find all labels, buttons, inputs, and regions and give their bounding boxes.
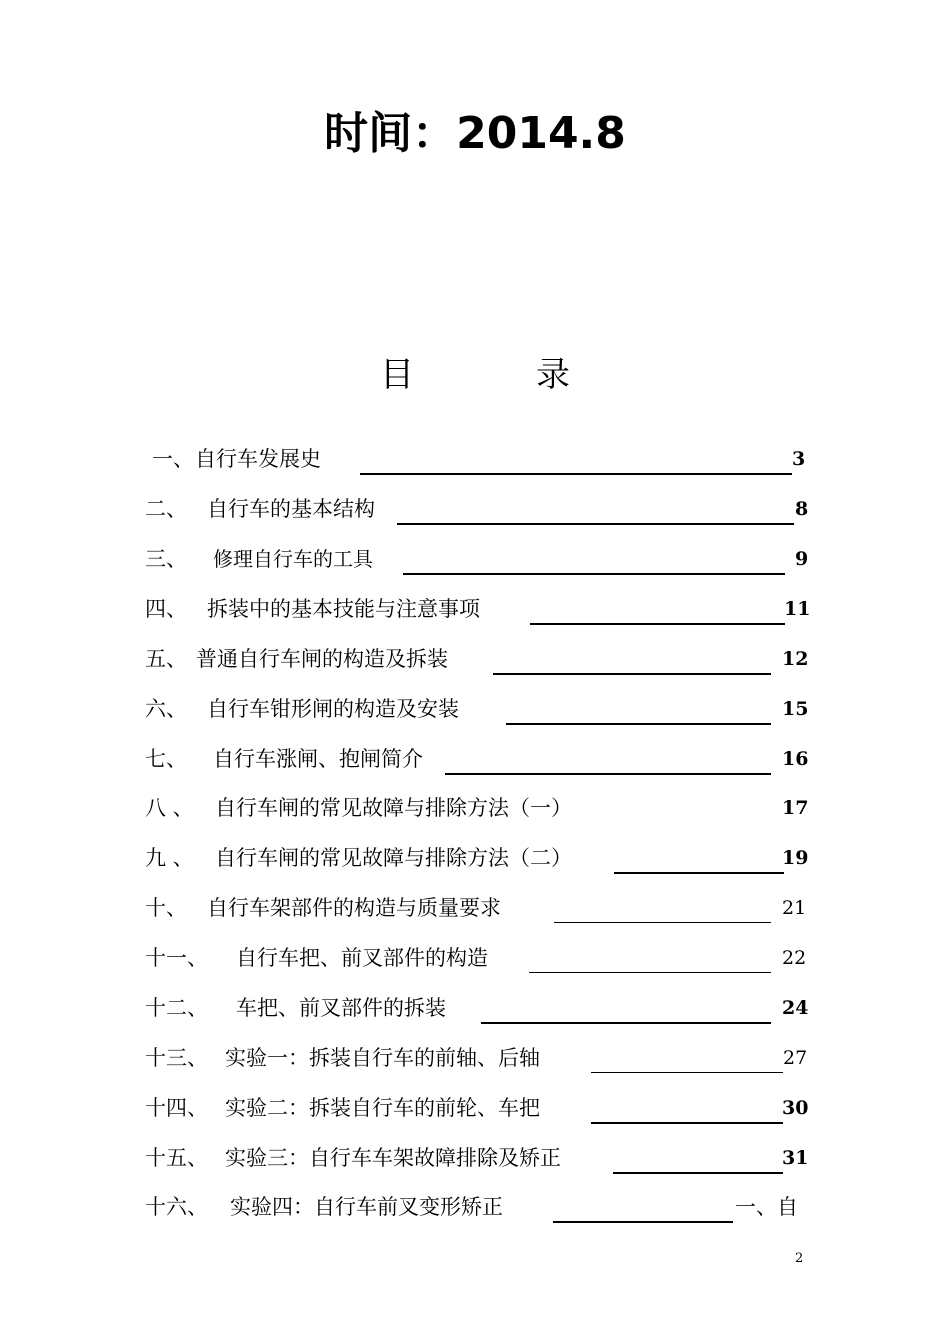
toc-entry[interactable] [0, 743, 950, 783]
toc-entry-number: 一、 [152, 447, 194, 471]
toc-leader-line [506, 723, 771, 725]
toc-leader-line [397, 523, 794, 525]
toc-entry-title: 自行车把、前叉部件的构造 [236, 946, 488, 970]
toc-entry-page: 12 [782, 648, 809, 670]
toc-entry-page: 16 [782, 748, 809, 770]
toc-entry-page: 19 [782, 847, 809, 869]
toc-entry-title: 实验四：自行车前叉变形矫正 [230, 1195, 503, 1219]
toc-entry[interactable] [0, 1191, 950, 1231]
toc-entry-number: 二、 [145, 497, 187, 521]
toc-entry-title: 实验二：拆装自行车的前轮、车把 [225, 1096, 540, 1120]
toc-entry-number: 八 、 [145, 796, 194, 820]
toc-entry-page: 8 [795, 498, 809, 520]
toc-entry-page: 30 [782, 1097, 809, 1119]
toc-entry-title: 自行车钳形闸的构造及安装 [207, 697, 459, 721]
toc-leader-line [530, 623, 785, 625]
toc-leader-line [554, 922, 771, 923]
toc-leader-line [553, 1221, 733, 1223]
toc-entry-number: 三、 [145, 547, 187, 571]
toc-entry-number: 九 、 [145, 846, 194, 870]
toc-entry-title: 车把、前叉部件的拆装 [236, 996, 446, 1020]
toc-entry[interactable] [0, 992, 950, 1032]
toc-entry-number: 五、 [145, 647, 187, 671]
toc-entry[interactable] [0, 1142, 950, 1182]
toc-entry-page: 3 [792, 448, 806, 470]
toc-entry-title: 拆装中的基本技能与注意事项 [207, 597, 480, 621]
toc-entry-number: 十一、 [145, 946, 208, 970]
toc-entry[interactable] [0, 842, 950, 882]
document-time-heading: 时间：2014.8 [324, 108, 626, 159]
toc-entry-title: 自行车的基本结构 [207, 497, 375, 521]
toc-entry-title: 自行车闸的常见故障与排除方法（二） [215, 846, 572, 870]
toc-entry[interactable] [0, 693, 950, 733]
toc-leader-line [493, 673, 771, 675]
toc-leader-line [403, 573, 785, 575]
toc-entry-number: 十三、 [145, 1046, 208, 1070]
toc-entry-number: 六、 [145, 697, 187, 721]
toc-entry[interactable] [0, 543, 950, 583]
toc-entry-number: 十六、 [145, 1195, 208, 1219]
toc-entry-title: 自行车架部件的构造与质量要求 [207, 896, 501, 920]
toc-entry-title: 实验三：自行车车架故障排除及矫正 [225, 1146, 561, 1170]
toc-entry-title: 自行车涨闸、抱闸简介 [213, 747, 423, 771]
toc-entry-number: 四、 [145, 597, 187, 621]
toc-entry[interactable] [0, 593, 950, 633]
toc-entry-page: 11 [784, 598, 811, 620]
toc-entry-number: 十五、 [145, 1146, 208, 1170]
toc-entry[interactable] [0, 892, 950, 932]
toc-entry-page: 21 [782, 897, 807, 919]
toc-leader-line [591, 1072, 783, 1073]
toc-entry[interactable] [0, 443, 950, 483]
toc-entry-title: 自行车闸的常见故障与排除方法（一） [215, 796, 572, 820]
toc-entry-number: 十四、 [145, 1096, 208, 1120]
toc-entry[interactable] [0, 493, 950, 533]
toc-entry-title: 普通自行车闸的构造及拆装 [196, 647, 448, 671]
toc-entry[interactable] [0, 942, 950, 982]
toc-entry-number: 十、 [145, 896, 187, 920]
toc-entry-page: 22 [782, 947, 807, 969]
toc-leader-line [529, 972, 771, 973]
toc-entry-title: 自行车发展史 [195, 447, 321, 471]
toc-entry[interactable] [0, 792, 950, 832]
page-number: 2 [795, 1251, 804, 1266]
toc-entry-page: 31 [782, 1147, 809, 1169]
toc-entry-page: 27 [783, 1047, 808, 1069]
toc-entry-number: 七、 [145, 747, 187, 771]
toc-entry[interactable] [0, 1042, 950, 1082]
toc-entry-page: 一、自 [735, 1195, 798, 1219]
toc-entry-page: 9 [795, 548, 809, 570]
toc-entry-page: 24 [782, 997, 809, 1019]
toc-leader-line [360, 473, 792, 475]
toc-leader-line [481, 1022, 771, 1024]
toc-entry-page: 15 [782, 698, 809, 720]
toc-leader-line [614, 872, 784, 874]
toc-leader-line [591, 1122, 783, 1124]
toc-entry-title: 修理自行车的工具 [213, 547, 373, 571]
toc-entry[interactable] [0, 1092, 950, 1132]
toc-leader-line [445, 773, 771, 775]
toc-entry-page: 17 [782, 797, 809, 819]
toc-title-char-2: 录 [536, 355, 570, 395]
toc-entry[interactable] [0, 643, 950, 683]
toc-title-char-1: 目 [380, 355, 414, 395]
toc-entry-number: 十二、 [145, 996, 208, 1020]
toc-leader-line [613, 1172, 783, 1174]
toc-entry-title: 实验一：拆装自行车的前轴、后轴 [225, 1046, 540, 1070]
